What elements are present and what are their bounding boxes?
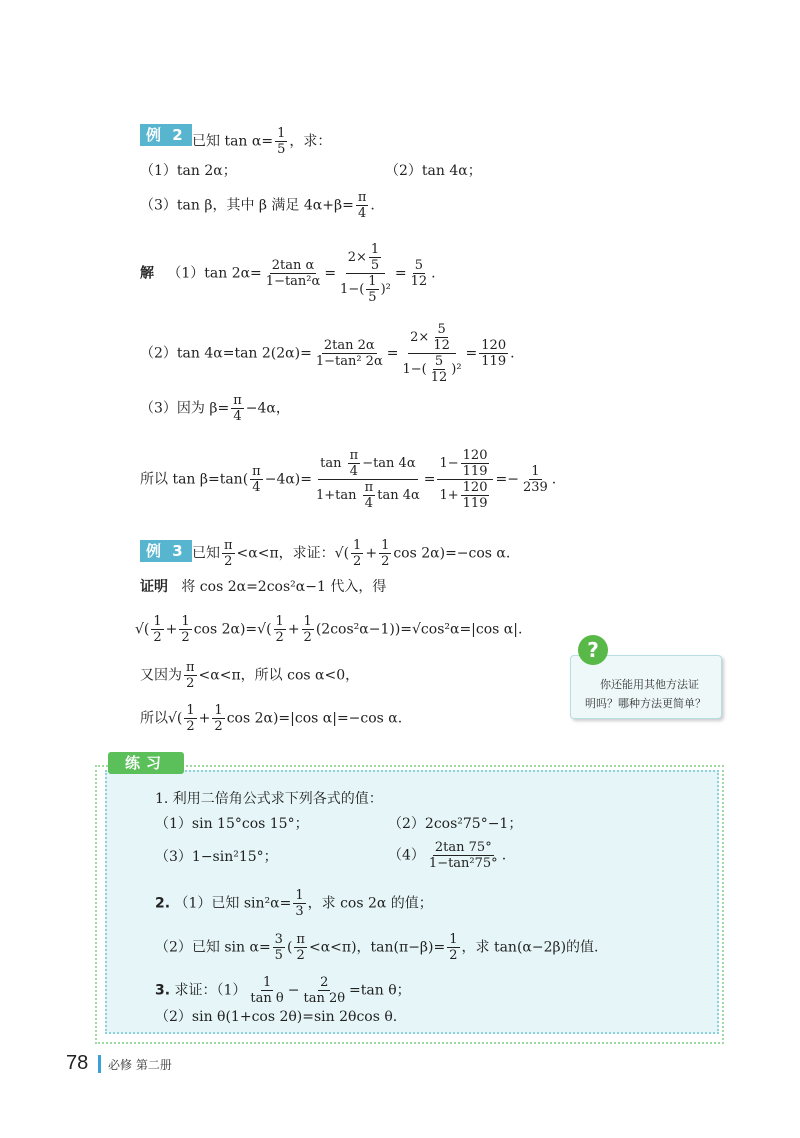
example-2-q3: （3）tan β，其中 β 满足 4α+β= $\frac{\pi}{4}$ . [140, 190, 375, 221]
example-3-proof-4: 所以√( $\frac{1}{2}$ + $\frac{1}{2}$ cos 2α)=|cos α|=−cos α. [140, 703, 403, 734]
example-3-proof-2: √( $\frac{1}{2}$ + $\frac{1}{2}$ cos 2α)=√( $\frac{1}{2}$ + $\frac{1}{2}$ (2cos²α−1))=√cos²α=|cos α|. [135, 614, 523, 645]
example-2-q1: （1）tan 2α； [140, 163, 237, 179]
page-number: 78 [66, 1052, 89, 1074]
practice-item-1: 1. 利用二倍角公式求下列各式的值： [155, 791, 383, 807]
practice-item-3a: 3. 求证：（1） $\frac{1}{\text{tan θ}}$ − $\frac{2}{\tan 2\theta}$ =tan θ； [155, 975, 411, 1006]
practice-tag: 练习 [108, 752, 184, 774]
example-2-q2: （2）tan 4α； [385, 163, 482, 179]
practice-item-1d: （4） $\frac{2\tan 75^\circ}{\text{1−tan²75°}}$ . [388, 840, 507, 871]
side-note-line-2: 明吗？哪种方法更简单？ [585, 697, 706, 710]
example-3-tag: 例 3 [140, 540, 192, 562]
example-3-proof-1 [140, 578, 386, 596]
example-2-solution-1: 解 （1）tan 2α= $\frac{\text{2tan α}}{\text{1−tan²α}}$ = 2× $\frac{1}{5}$ 1−( $\frac{1}{5}$ )² = $\frac{5}{12}$ . [140, 242, 436, 305]
solution-label: 解 [140, 265, 154, 282]
side-note-line-1: 你还能用其他方法证 [600, 678, 699, 691]
practice-item-2a: 2. （1）已知 sin²α= $\frac{1}{3}$ ，求 cos 2α 的值； [155, 888, 433, 919]
practice-item-1b: （2）2cos²75°−1； [388, 816, 523, 832]
example-2-solution-2: （2）tan 4α=tan 2(2α)= $\frac{2\tan 2\alpha}{\text{1−tan² 2α}}$ = 2× $\frac{5}{12}$ 1−( $\frac{5}{12}$ )² = $\frac{120}{119}$ . [140, 322, 515, 385]
practice-item-3b: （2）sin θ(1+cos 2θ)=sin 2θcos θ. [155, 1009, 398, 1025]
practice-item-2b: （2）已知 sin α= $\frac{3}{5}$ ( $\frac{\pi}{2}$ <α<π)，tan(π−β)= $\frac{1}{2}$ ，求 tan(α−2β)的值. [155, 932, 599, 963]
footer-book-title: 必修 第二册 [108, 1058, 172, 1072]
example-2-tag: 例 2 [140, 124, 192, 146]
question-icon: ? [578, 635, 608, 665]
footer-divider [98, 1055, 101, 1073]
proof-label: 证明 [140, 579, 168, 595]
example-2-solution-4: 所以 tan β=tan( $\frac{\pi}{4}$ −4α)= tan $\frac{\pi}{4}$ −tan 4α 1+tan $\frac{\pi}{4}$ tan 4α = 1− $\frac{120}{119}$ 1+ $\frac{120}{119}$ =− $\frac{1}{239}$ . [140, 448, 557, 511]
practice-item-1a: （1）sin 15°cos 15°； [155, 816, 309, 832]
example-3-prompt: 已知 $\frac{\pi}{2}$ <α<π，求证：√( $\frac{1}{2}$ + $\frac{1}{2}$ cos 2α)=−cos α. [192, 538, 511, 569]
practice-item-1c: （3）1−sin²15°； [155, 849, 278, 865]
example-2-prompt: 已知 tan α= $\frac{1}{5}$ ，求： [192, 126, 332, 157]
proof-step-1: 将 cos 2α=2cos²α−1 代入，得 [181, 579, 387, 595]
example-3-proof-3: 又因为 $\frac{\pi}{2}$ <α<π，所以 cos α<0， [140, 660, 360, 691]
example-2-solution-3: （3）因为 β= $\frac{\pi}{4}$ −4α， [140, 393, 290, 424]
